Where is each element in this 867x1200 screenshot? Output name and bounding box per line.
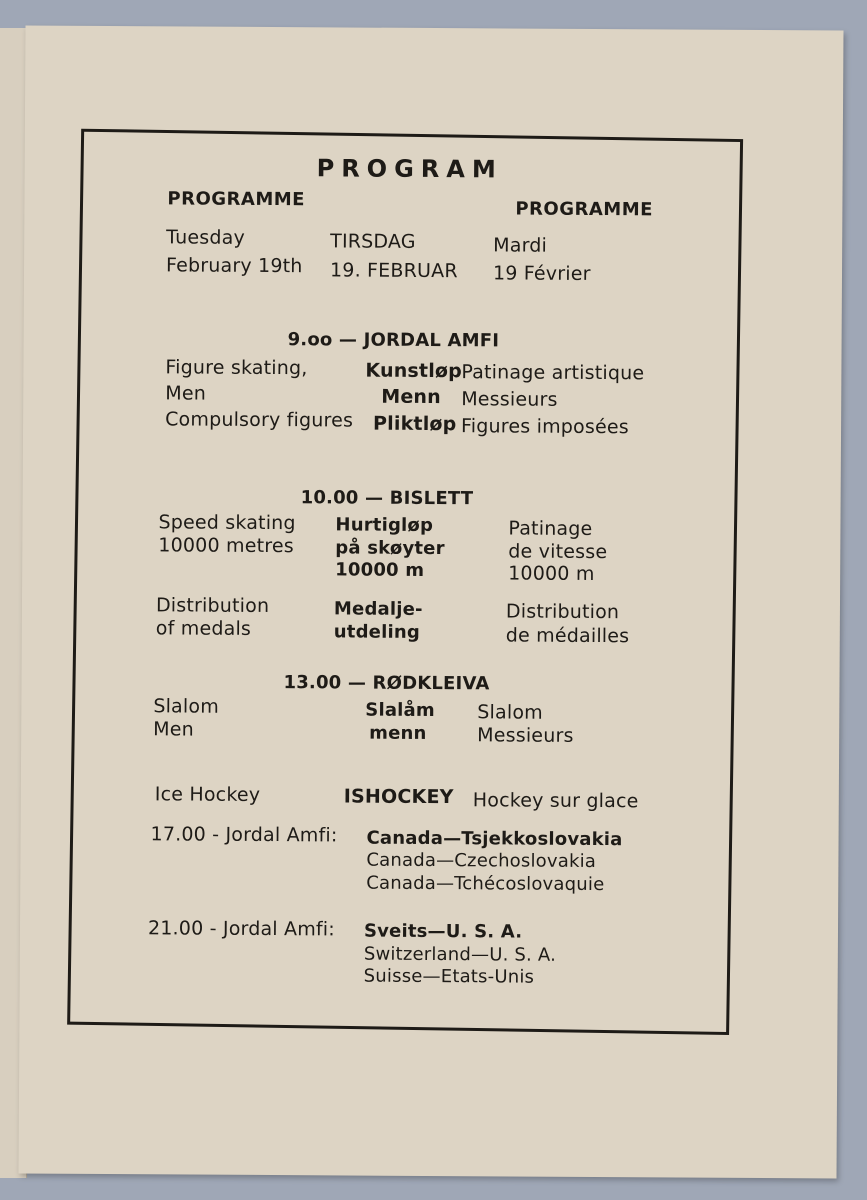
s1-fr-1: Patinage artistique xyxy=(461,361,645,385)
program-page xyxy=(19,26,844,1179)
match2-no: Sveits—U. S. A. xyxy=(363,920,523,943)
s1-en-3: Compulsory figures xyxy=(165,408,354,432)
match1-no: Canada—Tsjekkoslovakia xyxy=(366,827,623,851)
s1-no-2: Menn xyxy=(381,385,441,409)
date-en: February 19th xyxy=(165,254,303,278)
day-no: TIRSDAG xyxy=(330,230,416,253)
s1-fr-2: Messieurs xyxy=(461,388,558,411)
date-fr: 19 Février xyxy=(492,262,591,285)
s2-fr-1: Patinage xyxy=(508,517,593,540)
day-en: Tuesday xyxy=(166,226,245,249)
s3-fr-2: Messieurs xyxy=(477,724,574,747)
hockey-fr: Hockey sur glace xyxy=(472,789,639,813)
s2-no-3: 10000 m xyxy=(335,559,425,581)
s2-en-1: Speed skating xyxy=(158,511,296,535)
s2-fr-2: de vitesse xyxy=(508,540,608,564)
match1-time: 17.00 - Jordal Amfi: xyxy=(150,823,338,847)
section-heading-jordal: 9.oo — JORDAL AMFI xyxy=(287,329,500,352)
s2-fr2-1: Distribution xyxy=(505,600,620,624)
s2-en-2: 10000 metres xyxy=(158,534,294,558)
hockey-en: Ice Hockey xyxy=(154,783,261,806)
day-fr: Mardi xyxy=(493,234,548,257)
match2-time: 21.00 - Jordal Amfi: xyxy=(147,917,336,941)
s3-en-1: Slalom xyxy=(153,695,220,718)
s3-fr-1: Slalom xyxy=(477,701,544,724)
s1-no-3: Pliktløp xyxy=(373,412,457,436)
programme-heading-fr: PROGRAMME xyxy=(515,198,654,221)
s2-no2-2: utdeling xyxy=(333,621,421,643)
s1-no-1: Kunstløp xyxy=(365,359,463,383)
s3-no-2: menn xyxy=(369,722,427,744)
s1-en-2: Men xyxy=(165,382,207,405)
s2-fr2-2: de médailles xyxy=(505,624,630,648)
s3-no-1: Slalåm xyxy=(365,699,435,722)
date-no: 19. FEBRUAR xyxy=(329,259,458,283)
hockey-no: ISHOCKEY xyxy=(343,785,454,809)
s2-no-1: Hurtigløp xyxy=(335,514,434,537)
section-heading-bislett: 10.00 — BISLETT xyxy=(300,487,474,510)
s2-fr-3: 10000 m xyxy=(508,562,595,585)
programme-heading-en: PROGRAMME xyxy=(167,188,306,211)
s2-en2-2: of medals xyxy=(155,617,252,640)
s2-no2-1: Medalje- xyxy=(333,598,423,620)
match2-en: Switzerland—U. S. A. xyxy=(363,943,557,966)
match1-en: Canada—Czechoslovakia xyxy=(366,849,597,873)
s3-en-2: Men xyxy=(153,718,195,741)
section-heading-rodkleiva: 13.00 — RØDKLEIVA xyxy=(283,672,490,695)
s2-no-2: på skøyter xyxy=(335,537,445,560)
page-title: PROGRAM xyxy=(316,154,503,184)
s2-en2-1: Distribution xyxy=(155,594,270,618)
s1-fr-3: Figures imposées xyxy=(461,415,629,439)
match2-fr: Suisse—Etats-Unis xyxy=(363,965,535,988)
s1-en-1: Figure skating, xyxy=(165,356,308,380)
match1-fr: Canada—Tchécoslovaquie xyxy=(366,872,605,896)
